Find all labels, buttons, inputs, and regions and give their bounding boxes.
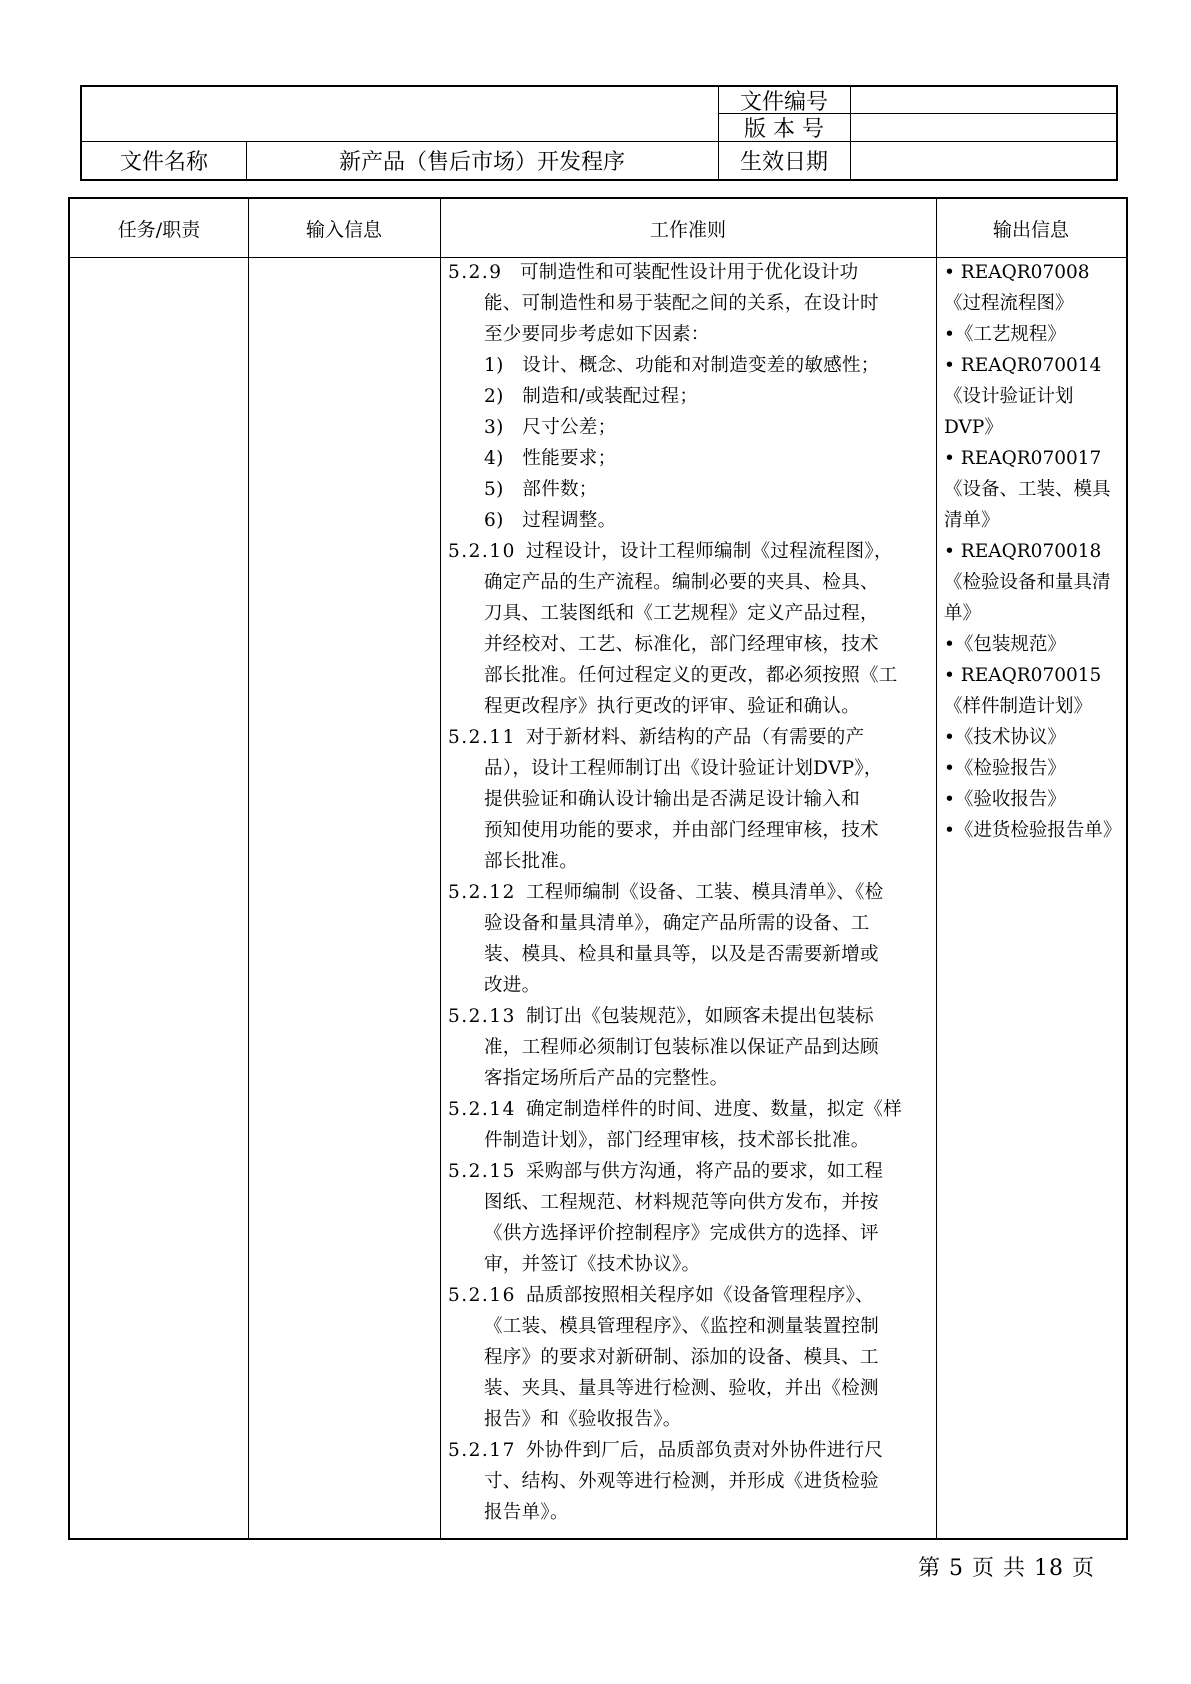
effective-date-value	[850, 141, 1118, 179]
rule-line: 《工装、模具管理程序》、《监控和测量装置控制	[484, 1316, 880, 1337]
rule-line: 品），设计工程师制订出《设计验证计划DVP》，	[484, 758, 883, 779]
rule-line: 报告》和《验收报告》。	[484, 1409, 682, 1430]
rule-item	[448, 1435, 930, 1528]
rule-line: 审，并签订《技术协议》。	[484, 1254, 701, 1275]
output-item: •《进货检验报告单》	[944, 820, 1122, 841]
rule-number: 5.2.16	[448, 1285, 516, 1306]
output-item: • REAQR07008《过程流程图》	[944, 262, 1090, 314]
column-header-input: 输入信息	[305, 218, 382, 241]
rule-line: 5.2.15 采购部与供方沟通，将产品的要求，如工程	[448, 1156, 930, 1187]
rule-item	[448, 877, 930, 1001]
file-number-value	[850, 87, 1118, 113]
rule-item	[448, 722, 930, 877]
rule-number: 5.2.12	[448, 882, 516, 903]
rule-line: 预知使用功能的要求，并由部门经理审核，技术	[484, 820, 879, 841]
version-label: 版 本 号	[744, 116, 824, 142]
rule-line: 改进。	[484, 975, 541, 996]
rule-line: 客指定场所后产品的完整性。	[484, 1068, 729, 1089]
rule-number: 5.2.17	[448, 1440, 516, 1461]
rule-number: 5.2.13	[448, 1006, 516, 1027]
rule-line: 6) 过程调整。	[484, 510, 617, 531]
output-item: •《检验报告》	[944, 758, 1066, 779]
output-item: •《包装规范》	[944, 634, 1066, 655]
page-number: 第 5 页 共 18 页	[918, 1556, 1095, 1581]
rule-line: 件制造计划》，部门经理审核，技术部长批准。	[484, 1130, 870, 1151]
rule-number: 5.2.10	[448, 541, 516, 562]
procedure-table	[68, 197, 1128, 1540]
rule-line: 图纸、工程规范、材料规范等向供方发布，并按	[484, 1192, 879, 1213]
rule-line: 程更改程序》执行更改的评审、验证和确认。	[484, 696, 861, 717]
work-rules-cell	[448, 257, 930, 1528]
rule-line: 确定产品的生产流程。编制必要的夹具、检具、	[484, 572, 879, 593]
output-item: • REAQR070018《检验设备和量具清单》	[944, 541, 1111, 624]
rule-item	[448, 350, 930, 536]
rule-line: 程序》的要求对新研制、添加的设备、模具、工	[484, 1347, 879, 1368]
rule-line: 并经校对、工艺、标准化，部门经理审核，技术	[484, 634, 879, 655]
rule-line: 5.2.16 品质部按照相关程序如《设备管理程序》、	[448, 1280, 930, 1311]
rule-line: 《供方选择评价控制程序》完成供方的选择、评	[484, 1223, 879, 1244]
rule-line: 5.2.12 工程师编制《设备、工装、模具清单》、《检	[448, 877, 930, 908]
rule-line: 1) 设计、概念、功能和对制造变差的敏感性；	[484, 355, 880, 376]
rule-line: 准，工程师必须制订包装标准以保证产品到达顾	[484, 1037, 879, 1058]
output-item: •《验收报告》	[944, 789, 1066, 810]
file-number-label: 文件编号	[739, 89, 828, 115]
rule-line: 5.2.10 过程设计，设计工程师编制《过程流程图》，	[448, 536, 930, 567]
rule-number: 5.2.14	[448, 1099, 516, 1120]
rule-line: 部长批准。	[484, 851, 579, 872]
column-header-task: 任务/职责	[117, 218, 201, 241]
rule-line: 能、可制造性和易于装配之间的关系，在设计时	[484, 293, 879, 314]
rule-line: 5.2.9 可制造性和可装配性设计用于优化设计功	[448, 257, 930, 288]
column-header-output: 输出信息	[992, 218, 1069, 241]
output-info-cell	[944, 257, 1124, 846]
output-item: • REAQR070015《样件制造计划》	[944, 665, 1102, 717]
effective-date-label: 生效日期	[739, 149, 828, 175]
rule-line: 5.2.14 确定制造样件的时间、进度、数量，拟定《样	[448, 1094, 930, 1125]
rule-number: 5.2.15	[448, 1161, 516, 1182]
output-item: •《技术协议》	[944, 727, 1066, 748]
rule-item	[448, 1001, 930, 1094]
output-item: • REAQR070017《设备、工装、模具清单》	[944, 448, 1111, 531]
document-header-table	[80, 85, 1118, 181]
rule-item	[448, 257, 930, 350]
rule-line: 报告单》。	[484, 1502, 569, 1523]
rule-line: 寸、结构、外观等进行检测，并形成《进货检验	[484, 1471, 879, 1492]
rule-line: 装、模具、检具和量具等，以及是否需要新增或	[484, 944, 879, 965]
rule-line: 提供验证和确认设计输出是否满足设计输入和	[484, 789, 861, 810]
file-name-value: 新产品（售后市场）开发程序	[338, 149, 625, 175]
rule-line: 5) 部件数；	[484, 479, 598, 500]
version-value	[850, 113, 1118, 141]
rule-line: 3) 尺寸公差；	[484, 417, 617, 438]
rule-line: 装、夹具、量具等进行检测、验收，并出《检测	[484, 1378, 879, 1399]
rule-line: 至少要同步考虑如下因素：	[484, 324, 710, 345]
rule-line: 验设备和量具清单》，确定产品所需的设备、工	[484, 913, 870, 934]
rule-line: 刀具、工装图纸和《工艺规程》定义产品过程，	[484, 603, 879, 624]
rule-number: 5.2.9	[448, 262, 503, 283]
rule-line: 4) 性能要求；	[484, 448, 617, 469]
rule-item	[448, 536, 930, 722]
rule-number: 5.2.11	[448, 727, 516, 748]
rule-line: 5.2.11 对于新材料、新结构的产品（有需要的产	[448, 722, 930, 753]
output-item: •《工艺规程》	[944, 324, 1066, 345]
column-header-rules: 工作准则	[649, 218, 726, 241]
rule-item	[448, 1094, 930, 1156]
output-item: • REAQR070014《设计验证计划 DVP》	[944, 355, 1102, 438]
rule-line: 部长批准。任何过程定义的更改，都必须按照《工	[484, 665, 898, 686]
rule-line: 5.2.13 制订出《包装规范》，如顾客未提出包装标	[448, 1001, 930, 1032]
rule-line: 2) 制造和/或装配过程；	[484, 386, 699, 407]
rule-item	[448, 1156, 930, 1280]
file-name-label: 文件名称	[119, 149, 208, 175]
rule-line: 5.2.17 外协件到厂后，品质部负责对外协件进行尺	[448, 1435, 930, 1466]
rule-item	[448, 1280, 930, 1435]
